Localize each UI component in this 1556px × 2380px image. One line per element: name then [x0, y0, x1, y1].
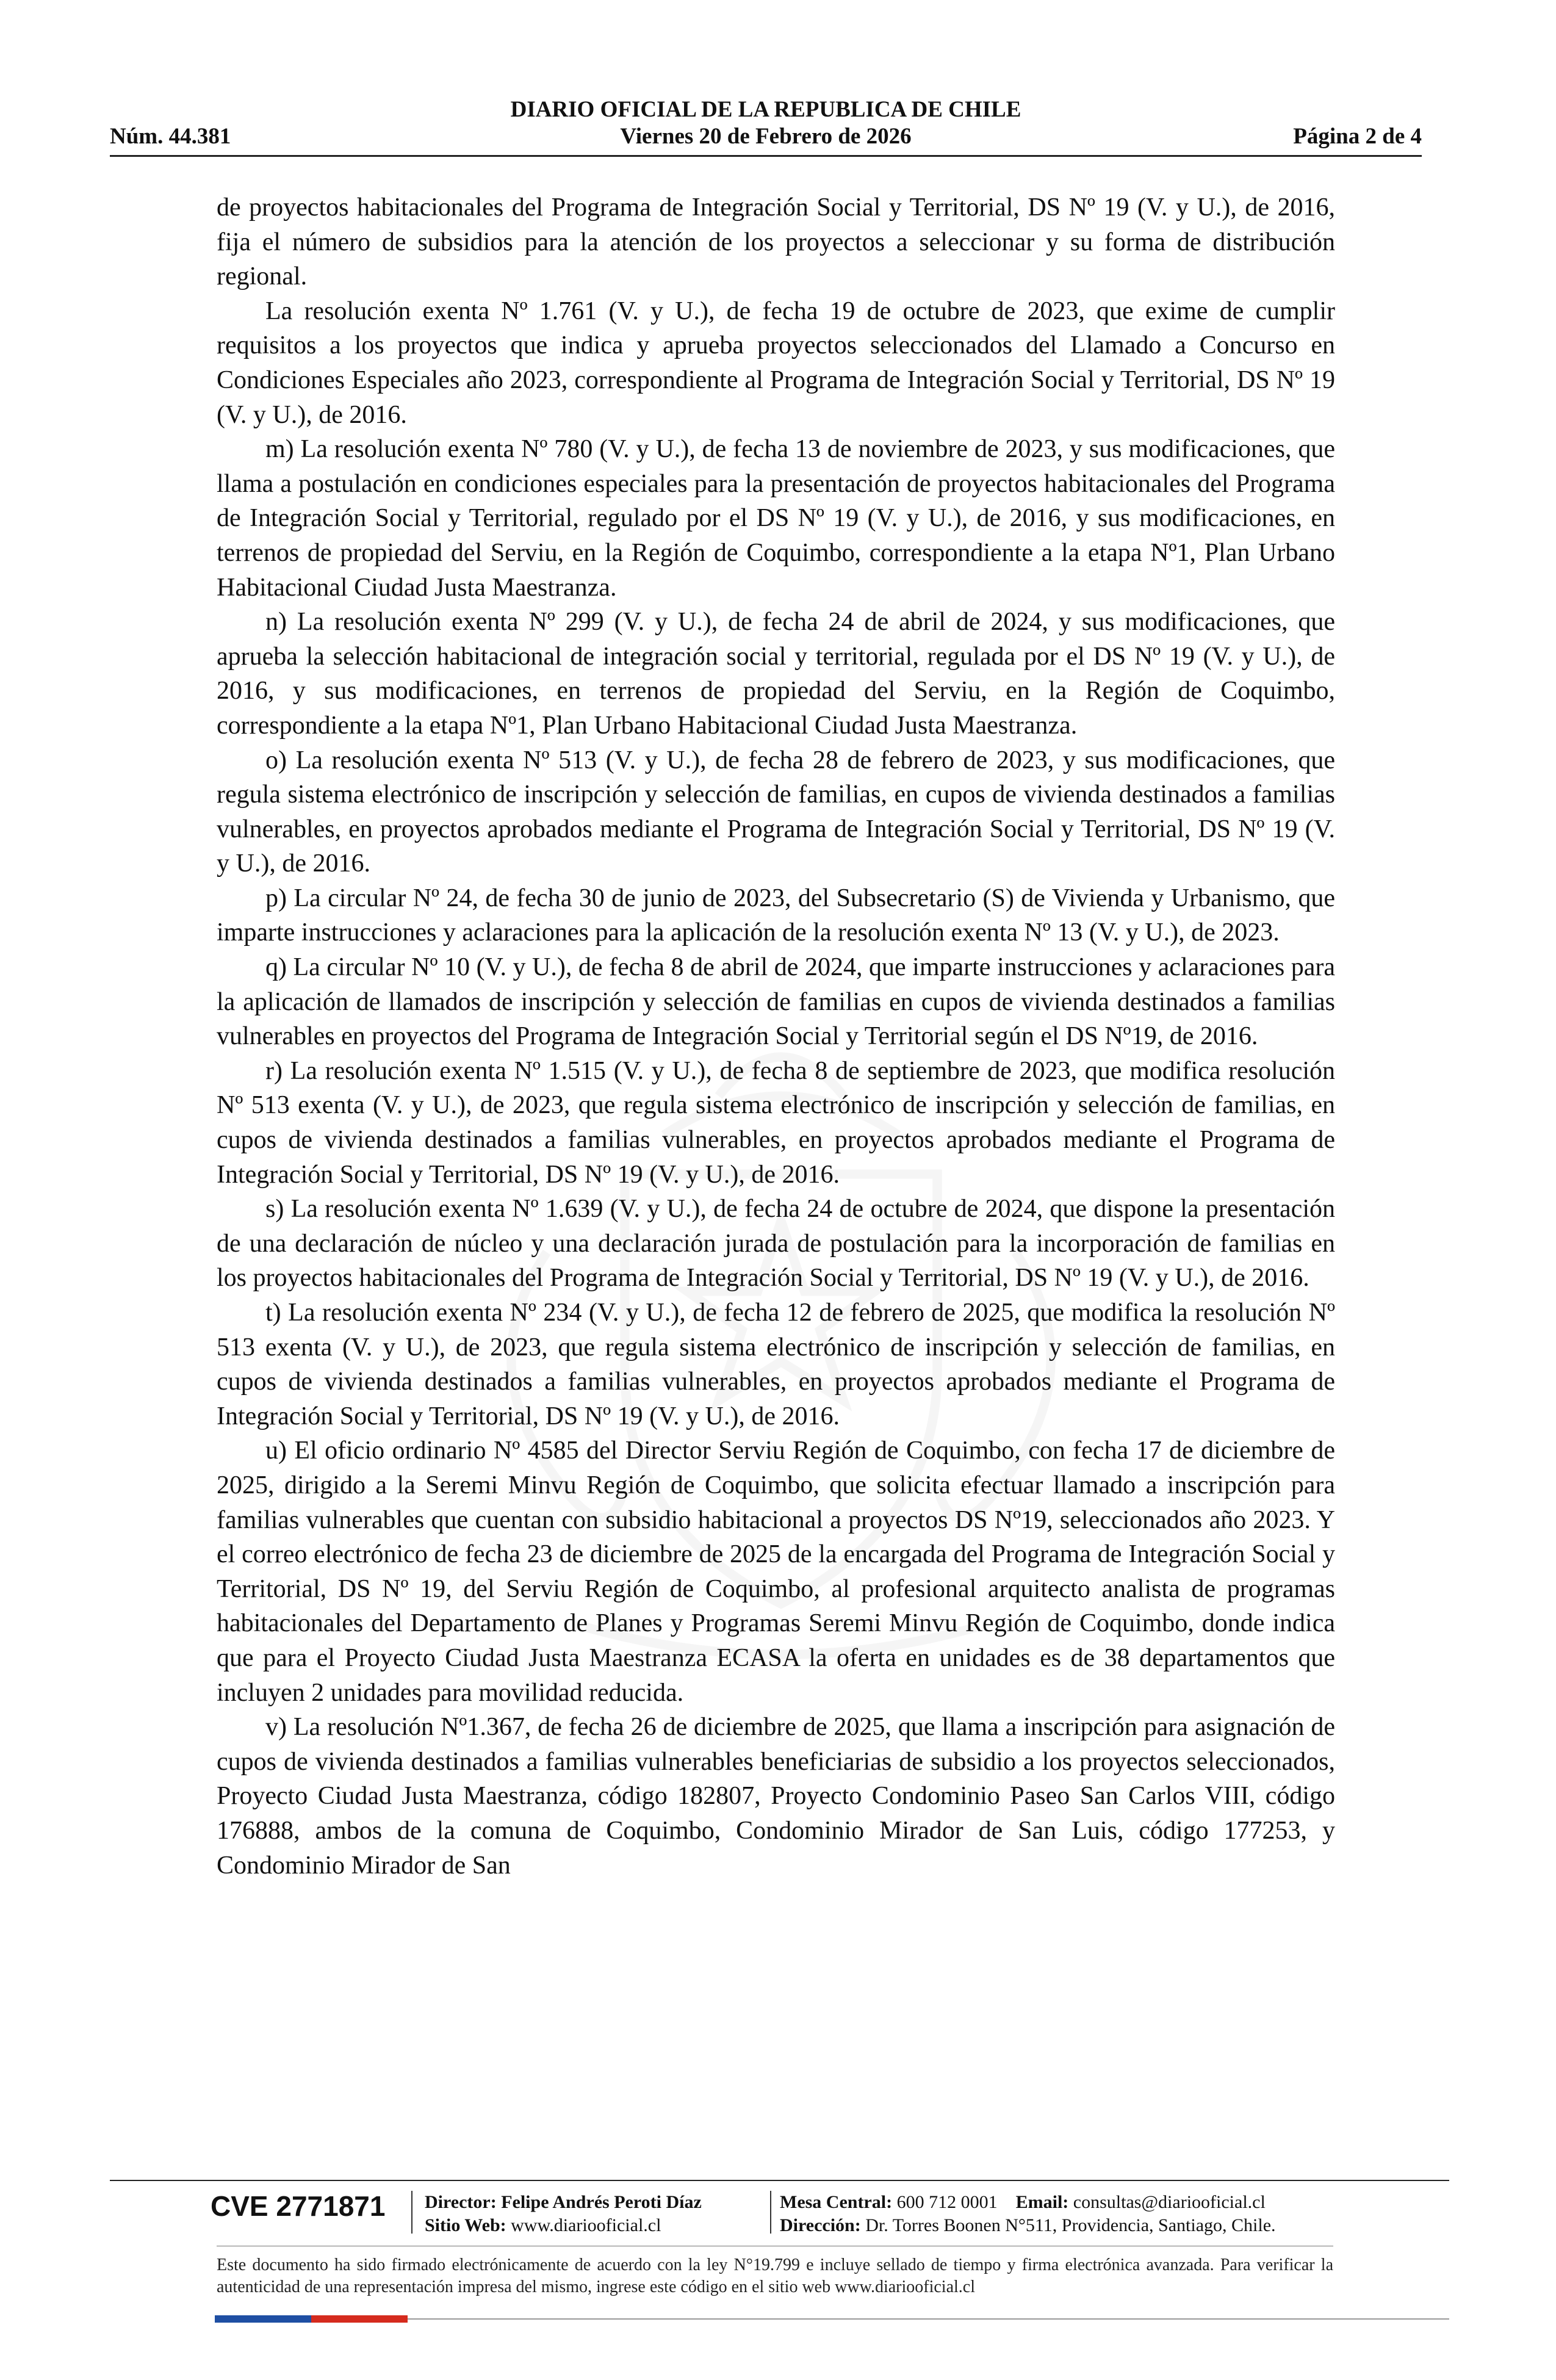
paragraph: o) La resolución exenta Nº 513 (V. y U.), de fecha 28 de febrero de 2023, y sus modificaciones, que regula sistema electrónico de inscripción y selección de familias, en cupos de vivienda destinados a familias vulnerables, en proyectos aprobados mediante el Programa de Integración Social y Territorial, DS Nº 19 (V. y U.), de 2016. — [217, 746, 1335, 878]
mesa-phone: 600 712 0001 — [896, 2192, 998, 2212]
document-body — [217, 190, 1335, 1883]
cve-code: CVE 2771871 — [211, 2190, 386, 2222]
page-number: Página 2 de 4 — [1293, 124, 1422, 149]
address-label: Dirección: — [780, 2215, 861, 2235]
page-header — [110, 92, 1422, 159]
paragraph: m) La resolución exenta Nº 780 (V. y U.), de fecha 13 de noviembre de 2023, y sus modificaciones, que llama a postulación en condiciones especiales para la presentación de proyectos habitacionales del Programa de Integración Social y Territorial, regulado por el DS Nº 19 (V. y U.), de 2016, y sus modificaciones, en terrenos de propiedad del Serviu, en la Región de Coquimbo, correspondiente a la etapa Nº1, Plan Urbano Habitacional Ciudad Justa Maestranza. — [217, 435, 1335, 602]
email-link[interactable]: consultas@diariooficial.cl — [1073, 2192, 1266, 2212]
director-name: Felipe Andrés Peroti Díaz — [501, 2192, 702, 2212]
address-value: Dr. Torres Boonen N°511, Providencia, Santiago, Chile. — [865, 2215, 1276, 2235]
paragraph: q) La circular Nº 10 (V. y U.), de fecha 8 de abril de 2024, que imparte instrucciones y aclaraciones para la aplicación de llamados de inscripción y selección de familias en cupos de vivienda destinados a familias vulnerables en proyectos del Programa de Integración Social y Territorial según el DS Nº19, de 2016. — [217, 953, 1335, 1051]
paragraph: u) El oficio ordinario Nº 4585 del Director Serviu Región de Coquimbo, con fecha 17 de diciembre de 2025, dirigido a la Seremi Minvu Región de Coquimbo, que solicita efectuar llamado a inscripción para familias vulnerables que cuentan con subsidio habitacional a proyectos DS Nº19, seleccionados año 2023. Y el correo electrónico de fecha 23 de diciembre de 2025 de la encargada del Programa de Integración Social y Territorial, DS Nº 19, del Serviu Región de Coquimbo, al profesional arquitecto analista de programas habitacionales del Departamento de Planes y Programas Seremi Minvu Región de Coquimbo, donde indica que para el Proyecto Ciudad Justa Maestranza ECASA la oferta en unidades es de 38 departamentos que incluyen 2 unidades para movilidad reducida. — [217, 1437, 1335, 1707]
legal-notice: Este documento ha sido firmado electrónicamente de acuerdo con la ley N°19.799 e incluye sellado de tiempo y firma electrónica avanzada. Para verificar la autenticidad de una representación impresa del mismo, ingrese este código en el sitio web www.diariooficial.cl — [217, 2256, 1333, 2296]
footer-divider-top — [110, 2180, 1449, 2181]
issue-date: Viernes 20 de Febrero de 2026 — [620, 124, 912, 149]
flag-blue-segment — [215, 2315, 311, 2323]
paragraph: p) La circular Nº 24, de fecha 30 de junio de 2023, del Subsecretario (S) de Vivienda y Urbanismo, que imparte instrucciones y aclaraciones para la aplicación de la resolución exenta Nº 13 (V. y U.), de 2023. — [217, 884, 1335, 947]
footer-director-block — [425, 2191, 702, 2237]
flag-color-bar — [215, 2315, 408, 2323]
paragraph: de proyectos habitacionales del Programa de Integración Social y Territorial, DS Nº 19 (V. y U.), de 2016, fija el número de subsidios para la atención de los proyectos a seleccionar y su forma de distribución regional. — [217, 193, 1335, 291]
newspaper-title: DIARIO OFICIAL DE LA REPUBLICA DE CHILE — [510, 97, 1021, 122]
flag-red-segment — [311, 2315, 408, 2323]
mesa-label: Mesa Central: — [780, 2192, 893, 2212]
header-divider — [110, 155, 1422, 157]
footer-separator — [411, 2191, 412, 2234]
paragraph: s) La resolución exenta Nº 1.639 (V. y U.), de fecha 24 de octubre de 2024, que dispone la presentación de una declaración de núcleo y una declaración jurada de postulación para la incorporación de familias en los proyectos habitacionales del Programa de Integración Social y Territorial, DS Nº 19 (V. y U.), de 2016. — [217, 1195, 1335, 1293]
issue-number: Núm. 44.381 — [110, 124, 231, 149]
footer-contact-block — [780, 2191, 1276, 2237]
email-label: Email: — [1015, 2192, 1069, 2212]
paragraph: La resolución exenta Nº 1.761 (V. y U.), de fecha 19 de octubre de 2023, que exime de cumplir requisitos a los proyectos que indica y aprueba proyectos seleccionados del Llamado a Concurso en Condiciones Especiales año 2023, correspondiente al Programa de Integración Social y Territorial, DS Nº 19 (V. y U.), de 2016. — [217, 297, 1335, 429]
paragraph: t) La resolución exenta Nº 234 (V. y U.), de fecha 12 de febrero de 2025, que modifica la resolución Nº 513 exenta (V. y U.), de 2023, que regula sistema electrónico de inscripción y selección de familias, en cupos de vivienda destinados a familias vulnerables, en proyectos aprobados mediante el Programa de Integración Social y Territorial, DS Nº 19 (V. y U.), de 2016. — [217, 1299, 1335, 1430]
paragraph: r) La resolución exenta Nº 1.515 (V. y U.), de fecha 8 de septiembre de 2023, que modifica resolución Nº 513 exenta (V. y U.), de 2023, que regula sistema electrónico de inscripción y selección de familias, en cupos de vivienda destinados a familias vulnerables, en proyectos aprobados mediante el Programa de Integración Social y Territorial, DS Nº 19 (V. y U.), de 2016. — [217, 1056, 1335, 1189]
director-label: Director: — [425, 2192, 497, 2212]
footer-divider-bottom — [408, 2318, 1449, 2320]
footer-separator — [770, 2191, 771, 2234]
site-label: Sitio Web: — [425, 2215, 506, 2235]
paragraph: n) La resolución exenta Nº 299 (V. y U.), de fecha 24 de abril de 2024, y sus modificaciones, que aprueba la selección habitacional de integración social y territorial, regulada por el DS Nº 19 (V. y U.), de 2016, y sus modificaciones, en terrenos de propiedad del Serviu, en la Región de Coquimbo, correspondiente a la etapa Nº1, Plan Urbano Habitacional Ciudad Justa Maestranza. — [217, 608, 1335, 740]
site-link[interactable]: www.diariooficial.cl — [511, 2215, 661, 2235]
paragraph: v) La resolución Nº1.367, de fecha 26 de diciembre de 2025, que llama a inscripción para asignación de cupos de vivienda destinados a familias vulnerables beneficiarias de subsidio a los proyectos seleccionados, Proyecto Ciudad Justa Maestranza, código 182807, Proyecto Condominio Paseo San Carlos VIII, código 176888, ambos de la comuna de Coquimbo, Condominio Mirador de San Luis, código 177253, y Condominio Mirador de San — [217, 1713, 1335, 1880]
